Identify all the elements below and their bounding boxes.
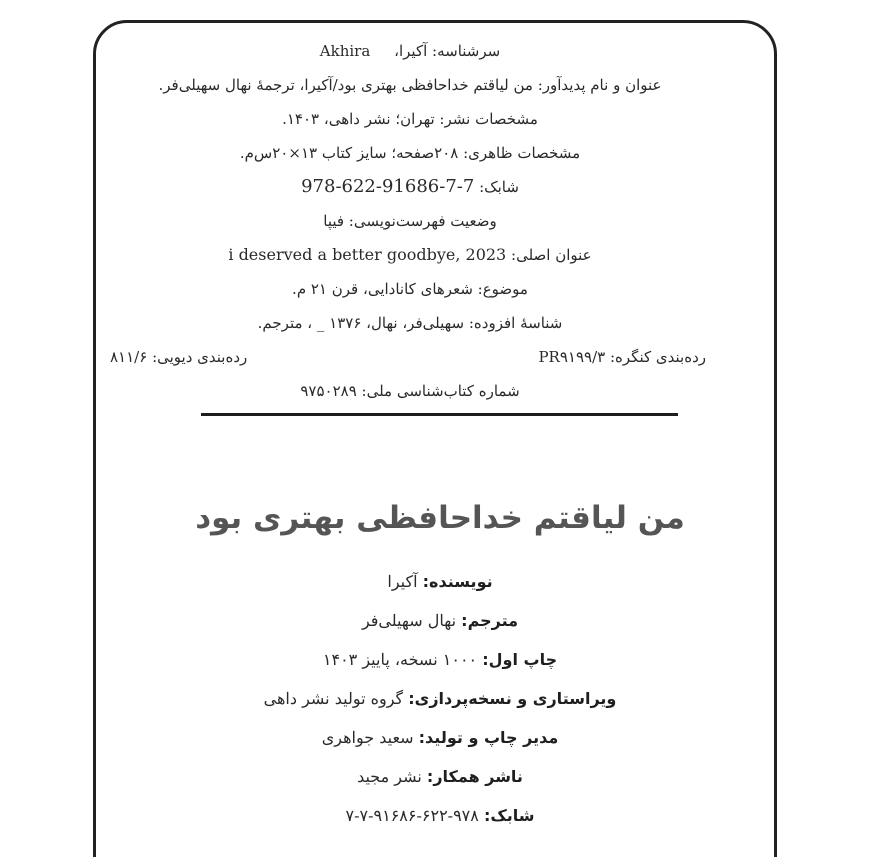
cip-heading (110, 34, 710, 68)
section-divider (201, 413, 678, 416)
credits-block (110, 562, 770, 835)
cip-classification-row (110, 340, 710, 374)
cip-dewey-value: ۸۱۱/۶ (110, 348, 148, 366)
credit-value: گروه تولید نشر داهی (263, 689, 404, 708)
cip-heading-label: سرشناسه: آکیرا، (394, 42, 501, 60)
credit-label: ناشر همکار: (426, 767, 523, 786)
credit-label: مترجم: (461, 611, 519, 630)
credit-author (110, 562, 770, 601)
credit-label: شابک: (483, 806, 535, 825)
credit-editing (110, 679, 770, 718)
cip-isbn-label: شابک: (479, 178, 519, 196)
credit-value: آکیرا (387, 572, 418, 591)
credit-label: ویراستاری و نسخه‌پردازی: (408, 689, 617, 708)
cip-isbn (110, 170, 710, 204)
book-title: من لیاقتم خداحافظی بهتری بود (195, 500, 685, 536)
cip-dewey-class (110, 340, 247, 374)
cataloging-in-publication-block (110, 34, 710, 408)
cip-subject: موضوع: شعرهای کانادایی، قرن ۲۱ م. (292, 280, 528, 298)
credit-value: نشر مجید (357, 767, 422, 786)
cip-heading-latin: Akhira (319, 42, 371, 60)
credit-label: نویسنده: (422, 572, 493, 591)
cip-physical-description: مشخصات ظاهری: ۲۰۸صفحه؛ سایز کتاب ۱۳×۲۰س‌م. (239, 144, 581, 162)
credit-value: نهال سهیلی‌فر (361, 611, 457, 630)
cip-publication: مشخصات نشر: تهران؛ نشر داهی، ۱۴۰۳. (282, 110, 538, 128)
cip-original-title (110, 238, 710, 272)
cip-original-title-value: i deserved a better goodbye, 2023 (228, 245, 507, 264)
credit-production-manager (110, 718, 770, 757)
credit-co-publisher (110, 757, 770, 796)
credit-isbn (110, 796, 770, 835)
cip-lc-class-label: رده‌بندی کنگره: (609, 348, 706, 366)
credit-translator (110, 601, 770, 640)
credit-value: سعید جواهری (321, 728, 414, 747)
credit-label: چاپ اول: (482, 650, 558, 669)
cip-added-entry: شناسهٔ افزوده: سهیلی‌فر، نهال، ۱۳۷۶ _ ، مترجم. (257, 314, 563, 332)
credit-value: ۹۷۸-۶۲۲-۹۱۶۸۶-۷-۷ (345, 806, 479, 825)
credit-value: ۱۰۰۰ نسخه، پاییز ۱۴۰۳ (322, 650, 478, 669)
cip-cataloging-status: وضعیت فهرست‌نویسی: فیپا (323, 212, 497, 230)
cip-lc-class (538, 340, 706, 374)
credit-label: مدیر چاپ و تولید: (418, 728, 559, 747)
cip-isbn-value: 978-622-91686-7-7 (301, 176, 475, 197)
cip-national-number: شماره کتاب‌شناسی ملی: ۹۷۵۰۲۸۹ (300, 382, 520, 400)
cip-original-title-label: عنوان اصلی: (511, 246, 592, 264)
credit-first-edition (110, 640, 770, 679)
cip-lc-class-value: PR۹۱۹۹/۳ (538, 348, 606, 366)
cip-title-statement: عنوان و نام پدیدآور: من لیاقتم خداحافظی بهتری بود/آکیرا، ترجمهٔ نهال سهیلی‌فر. (158, 76, 662, 94)
cip-dewey-label: رده‌بندی دیویی: (152, 348, 248, 366)
